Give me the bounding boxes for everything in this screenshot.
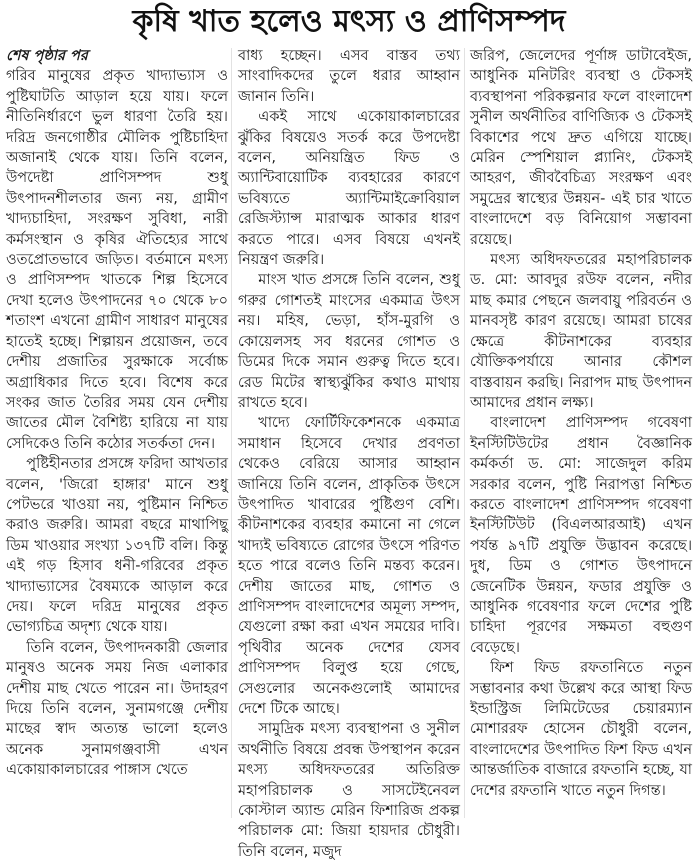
paragraph: জরিপ, জেলেদের পূর্ণাঙ্গ ডাটাবেইজ, আধুনিক মনিটরিং ব্যবস্থা ও টেকসই ব্যবস্থাপনা পরিকল্পনার ফলে বাংলাদেশ সুনীল অর্থনীতির বাণিজ্যিক ও টেকসই বিকাশের পথে দ্রুত এগিয়ে যাচ্ছে। মেরিন স্পেশিয়াল প্ল্যানিং, টেকসই আহরণ, জীববৈচিত্র্য সংরক্ষণ এবং সমুদ্রের স্বাস্থ্যের উন্নয়ন- এই চার খাতে বাংলাদেশে বড় বিনিয়োগ সম্ভাবনা রয়েছে। — [470, 48, 692, 248]
paragraph: মাংস খাত প্রসঙ্গে তিনি বলেন, শুধু গরুর গোশতই মাংসের একমাত্র উৎস নয়। মহিষ, ভেড়া, হাঁস-মুরগি ও কোয়েলসহ সব ধরনের গোশত ও ডিমের দিকে সমান গুরুত্ব দিতে হবে। রেড মিটের স্বাস্থ্যঝুঁকির কথাও মাথায় রাখতে হবে। — [238, 272, 460, 411]
column-divider — [464, 48, 465, 818]
paragraph: ফিশ ফিড রফতানিতে নতুন সম্ভাবনার কথা উল্লেখ করে আস্থা ফিড ইন্ডাস্ট্রিজ লিমিটেডের চেয়ারম্যান মোশাররফ হোসেন চৌধুরী বলেন, বাংলাদেশের উৎপাদিত ফিশ ফিড এখন আন্তর্জাতিক বাজারে রফতানি হচ্ছে, যা দেশের রফতানি খাতে নতুন দিগন্ত। — [470, 660, 692, 799]
continued-from-label: শেষ পৃষ্ঠার পর — [6, 48, 88, 64]
paragraph: বাংলাদেশ প্রাণিসম্পদ গবেষণা ইনস্টিটিউটের প্রধান বৈজ্ঞানিক কর্মকর্তা ড. মো: সাজেদুল করিম সরকার বলেন, পুষ্টি নিরাপত্তা নিশ্চিত করতে বাংলাদেশ প্রাণিসম্পদ গবেষণা ইনস্টিটিউট (বিএলআরআই) এখন পর্যন্ত ৯৭টি প্রযুক্তি উদ্ভাবন করেছে। দুধ, ডিম ও গোশত উৎপাদনে জেনেটিক উন্নয়ন, ফডার প্রযুক্তি ও আধুনিক গবেষণার ফলে দেশের পুষ্টি চাহিদা পূরণের সক্ষমতা বহুগুণ বেড়েছে। — [470, 415, 692, 656]
article-column-3 — [470, 46, 692, 801]
column-divider — [231, 48, 232, 818]
paragraph: সামুদ্রিক মৎস্য ব্যবস্থাপনা ও সুনীল অর্থনীতি বিষয়ে প্রবন্ধ উপস্থাপন করেন মৎস্য অধিদফতরের অতিরিক্ত মহাপরিচালক ও সাসটেইনেবল কোস্টাল অ্যান্ড মেরিন ফিশারিজ প্রকল্প পরিচালক মো: জিয়া হায়দার চৌধুরী। তিনি বলেন, মজুদ — [238, 721, 460, 860]
paragraph: তিনি বলেন, উৎপাদনকারী জেলার মানুষও অনেক সময় নিজ এলাকার দেশীয় মাছ খেতে পারেন না। উদাহরণ দিয়ে তিনি বলেন, সুনামগঞ্জে দেশীয় মাছের স্বাদ অত্যন্ত ভালো হলেও অনেক সুনামগঞ্জবাসী এখন একোয়াকালচারের পাঙ্গাস খেতে — [6, 639, 228, 779]
paragraph: মৎস্য অধিদফতরের মহাপরিচালক ড. মো: আবদুর রউফ বলেন, নদীর মাছ কমার পেছনে জলবায়ু পরিবর্তন ও মানবসৃষ্ট কারণ রয়েছে। আমরা চাষের ক্ষেত্রে কীটনাশকের ব্যবহার যৌক্তিকপর্যায়ে আনার কৌশল বাস্তবায়ন করছি। নিরাপদ মাছ উৎপাদন আমাদের প্রধান লক্ষ্য। — [470, 252, 692, 411]
article-column-1 — [6, 46, 228, 781]
paragraph: খাদ্যে ফোর্টিফিকেশনকে একমাত্র সমাধান হিসেবে দেখার প্রবণতা থেকেও বেরিয়ে আসার আহ্বান জানিয়ে তিনি বলেন, প্রাকৃতিক উৎসে উৎপাদিত খাবারের পুষ্টিগুণ বেশি। কীটনাশকের ব্যবহার কমানো না গেলে খাদ্যই ভবিষ্যতে রোগের উৎসে পরিণত হতে পারে বলেও তিনি মন্তব্য করেন। দেশীয় জাতের মাছ, গোশত ও প্রাণিসম্পদ বাংলাদেশের অমূল্য সম্পদ, যেগুলো রক্ষা করা এখন সময়ের দাবি। পৃথিবীর অনেক দেশের যেসব প্রাণিসম্পদ বিলুপ্ত হয়ে গেছে, সেগুলোর অনেকগুলোই আমাদের দেশে টিকে আছে। — [238, 415, 460, 717]
paragraph: গরিব মানুষের প্রকৃত খাদ্যাভ্যাস ও পুষ্টিঘাটতি আড়াল হয়ে যায়। ফলে নীতিনির্ধারণে ভুল ধারণা তৈরি হয়। দরিদ্র জনগোষ্ঠীর মৌলিক পুষ্টিচাহিদা অজানাই থেকে যায়। তিনি বলেন, উপদেষ্টা প্রাণিসম্পদ শুধু উৎপাদনশীলতার জন্য নয়, গ্রামীণ খাদ্যচাহিদা, সংরক্ষণ সুবিধা, নারী কর্মসংস্থান ও কৃষির ঐতিহ্যের সাথে ওতপ্রোতভাবে জড়িত। বর্তমানে মৎস্য ও প্রাণিসম্পদ খাতকে শিল্প হিসেবে দেখা হলেও উৎপাদনের ৭০ থেকে ৮০ শতাংশ এখনো গ্রামীণ সাধারণ মানুষের হাতেই হচ্ছে। শিল্পায়ন প্রয়োজন, তবে দেশীয় প্রজাতির সুরক্ষাকে সর্বোচ্চ অগ্রাধিকার দিতে হবে। বিশেষ করে সংকর জাত তৈরির সময় যেন দেশীয় জাতের মৌল বৈশিষ্ট্য হারিয়ে না যায় সেদিকেও তিনি কঠোর সতর্কতা দেন। — [6, 68, 228, 452]
paragraph: একই সাথে একোয়াকালচারের ঝুঁকির বিষয়েও সতর্ক করে উপদেষ্টা বলেন, অনিয়ন্ত্রিত ফিড ও অ্যান্টিবায়োটিক ব্যবহারের কারণে ভবিষ্যতে অ্যান্টিমাইক্রোবিয়াল রেজিস্ট্যান্স মারাত্মক আকার ধারণ করতে পারে। এসব বিষয়ে এখনই নিয়ন্ত্রণ জরুরি। — [238, 109, 460, 269]
headline: কৃষি খাত হলেও মৎস্য ও প্রাণিসম্পদ — [132, 4, 566, 39]
paragraph: বাধ্য হচ্ছেন। এসব বাস্তব তথ্য সাংবাদিকদের তুলে ধরার আহ্বান জানান তিনি। — [238, 48, 460, 105]
paragraph: পুষ্টিহীনতার প্রসঙ্গে ফরিদা আখতার বলেন, 'জিরো হাঙ্গার' মানে শুধু পেটভরে খাওয়া নয়, পুষ্টিমান নিশ্চিত করাও জরুরি। আমরা বছরে মাথাপিছু ডিম খাওয়ার সংখ্যা ১৩৭টি বলি। কিন্তু এই গড় হিসাব ধনী-গরিবের প্রকৃত খাদ্যাভ্যাসের বৈষম্যকে আড়াল করে দেয়। ফলে দরিদ্র মানুষের প্রকৃত ভোগ্যচিত্র অদৃশ্য থেকে যায়। — [6, 456, 228, 636]
article-column-2 — [238, 46, 460, 862]
